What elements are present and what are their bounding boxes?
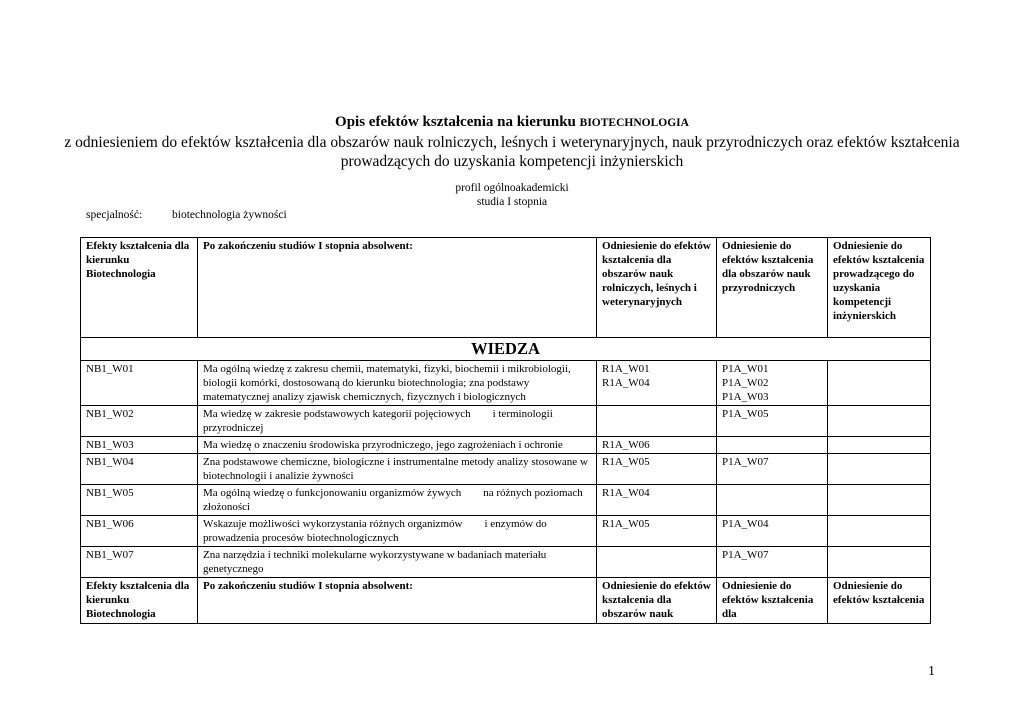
table-row [81,454,931,485]
engineering-reference-cell [828,361,931,406]
engineering-reference-cell [828,437,931,454]
title-subtitle: z odniesieniem do efektów kształcenia dla obszarów nauk rolniczych, leśnych i weterynaryjnych, nauk przyrodniczych oraz efektów kształcenia prowadzących do uzyskania kompetencji inżynierskich [64,134,960,170]
table-row [81,485,931,516]
agri-reference-cell: R1A_W04 [597,485,717,516]
specialty-label: specjalność: [86,209,143,221]
natural-reference-cell [717,485,828,516]
natural-reference-cell: P1A_W01 P1A_W02 P1A_W03 [717,361,828,406]
agri-reference-cell [597,406,717,437]
outcome-description-cell: Ma ogólną wiedzę o funkcjonowaniu organizmów żywych na różnych poziomach złożoności [198,485,597,516]
header-cell: Efekty kształcenia dla kierunku Biotechnologia [81,238,198,338]
header-cell: Po zakończeniu studiów I stopnia absolwent: [198,238,597,338]
agri-reference-cell: R1A_W05 [597,516,717,547]
engineering-reference-cell [828,516,931,547]
document-title [60,113,964,171]
outcome-description-cell: Ma ogólną wiedzę z zakresu chemii, matematyki, fizyki, biochemii i mikrobiologii, biologii komórki, dostosowaną do kierunku biotechnologia; zna podstawy matematycznej analizy zjawisk chemicznych, fizycznych i biologicznych [198,361,597,406]
agri-reference-cell [597,547,717,578]
engineering-reference-cell [828,454,931,485]
outcome-description-cell: Zna podstawowe chemiczne, biologiczne i instrumentalne metody analizy stosowane w biotechnologii i analizie żywności [198,454,597,485]
outcome-code-cell: NB1_W01 [81,361,198,406]
table-row [81,516,931,547]
table-body [81,238,931,624]
outcome-code-cell: NB1_W05 [81,485,198,516]
agri-reference-cell: R1A_W01 R1A_W04 [597,361,717,406]
engineering-reference-cell [828,485,931,516]
outcome-description-cell: Ma wiedzę o znaczeniu środowiska przyrodniczego, jego zagrożeniach i ochronie [198,437,597,454]
outcome-code-cell: NB1_W03 [81,437,198,454]
natural-reference-cell: P1A_W05 [717,406,828,437]
footer-header-cell: Odniesienie do efektów kształcenia dla obszarów nauk [597,578,717,624]
table-row [81,406,931,437]
outcome-description-cell: Ma wiedzę w zakresie podstawowych kategorii pojęciowych i terminologii przyrodniczej [198,406,597,437]
engineering-reference-cell [828,547,931,578]
table-footer-header-row [81,578,931,624]
title-prefix: Opis efektów kształcenia na kierunku [335,114,576,130]
header-cell: Odniesienie do efektów kształcenia dla obszarów nauk przyrodniczych [717,238,828,338]
agri-reference-cell: R1A_W06 [597,437,717,454]
title-main [60,113,964,132]
outcome-code-cell: NB1_W02 [81,406,198,437]
specialty-value: biotechnologia żywności [172,209,287,221]
title-field: BIOTECHNOLOGIA [579,117,689,129]
outcome-code-cell: NB1_W04 [81,454,198,485]
footer-header-cell: Po zakończeniu studiów I stopnia absolwent: [198,578,597,624]
section-row [81,338,931,361]
header-cell: Odniesienie do efektów kształcenia prowadzącego do uzyskania kompetencji inżynierskich [828,238,931,338]
outcome-description-cell: Wskazuje możliwości wykorzystania różnych organizmów i enzymów do prowadzenia procesów biotechnologicznych [198,516,597,547]
table-row [81,547,931,578]
natural-reference-cell: P1A_W07 [717,454,828,485]
table-row [81,437,931,454]
natural-reference-cell [717,437,828,454]
natural-reference-cell: P1A_W04 [717,516,828,547]
outcome-code-cell: NB1_W06 [81,516,198,547]
engineering-reference-cell [828,406,931,437]
level-label: studia I stopnia [476,196,548,208]
footer-header-cell: Odniesienie do efektów kształcenia [828,578,931,624]
agri-reference-cell: R1A_W05 [597,454,717,485]
page-number: 1 [928,664,935,679]
profile-label: profil ogólnoakademicki [455,182,569,194]
outcome-code-cell: NB1_W07 [81,547,198,578]
outcome-description-cell: Zna narzędzia i techniki molekularne wykorzystywane w badaniach materiału genetycznego [198,547,597,578]
specialty [86,209,287,221]
natural-reference-cell: P1A_W07 [717,547,828,578]
footer-header-cell: Efekty kształcenia dla kierunku Biotechnologia [81,578,198,624]
header-cell: Odniesienie do efektów kształcenia dla obszarów nauk rolniczych, leśnych i weterynaryjnych [597,238,717,338]
section-heading: WIEDZA [81,338,931,361]
table-header-row [81,238,931,338]
footer-header-cell: Odniesienie do efektów kształcenia dla [717,578,828,624]
learning-outcomes-table [80,237,931,624]
table-row [81,361,931,406]
